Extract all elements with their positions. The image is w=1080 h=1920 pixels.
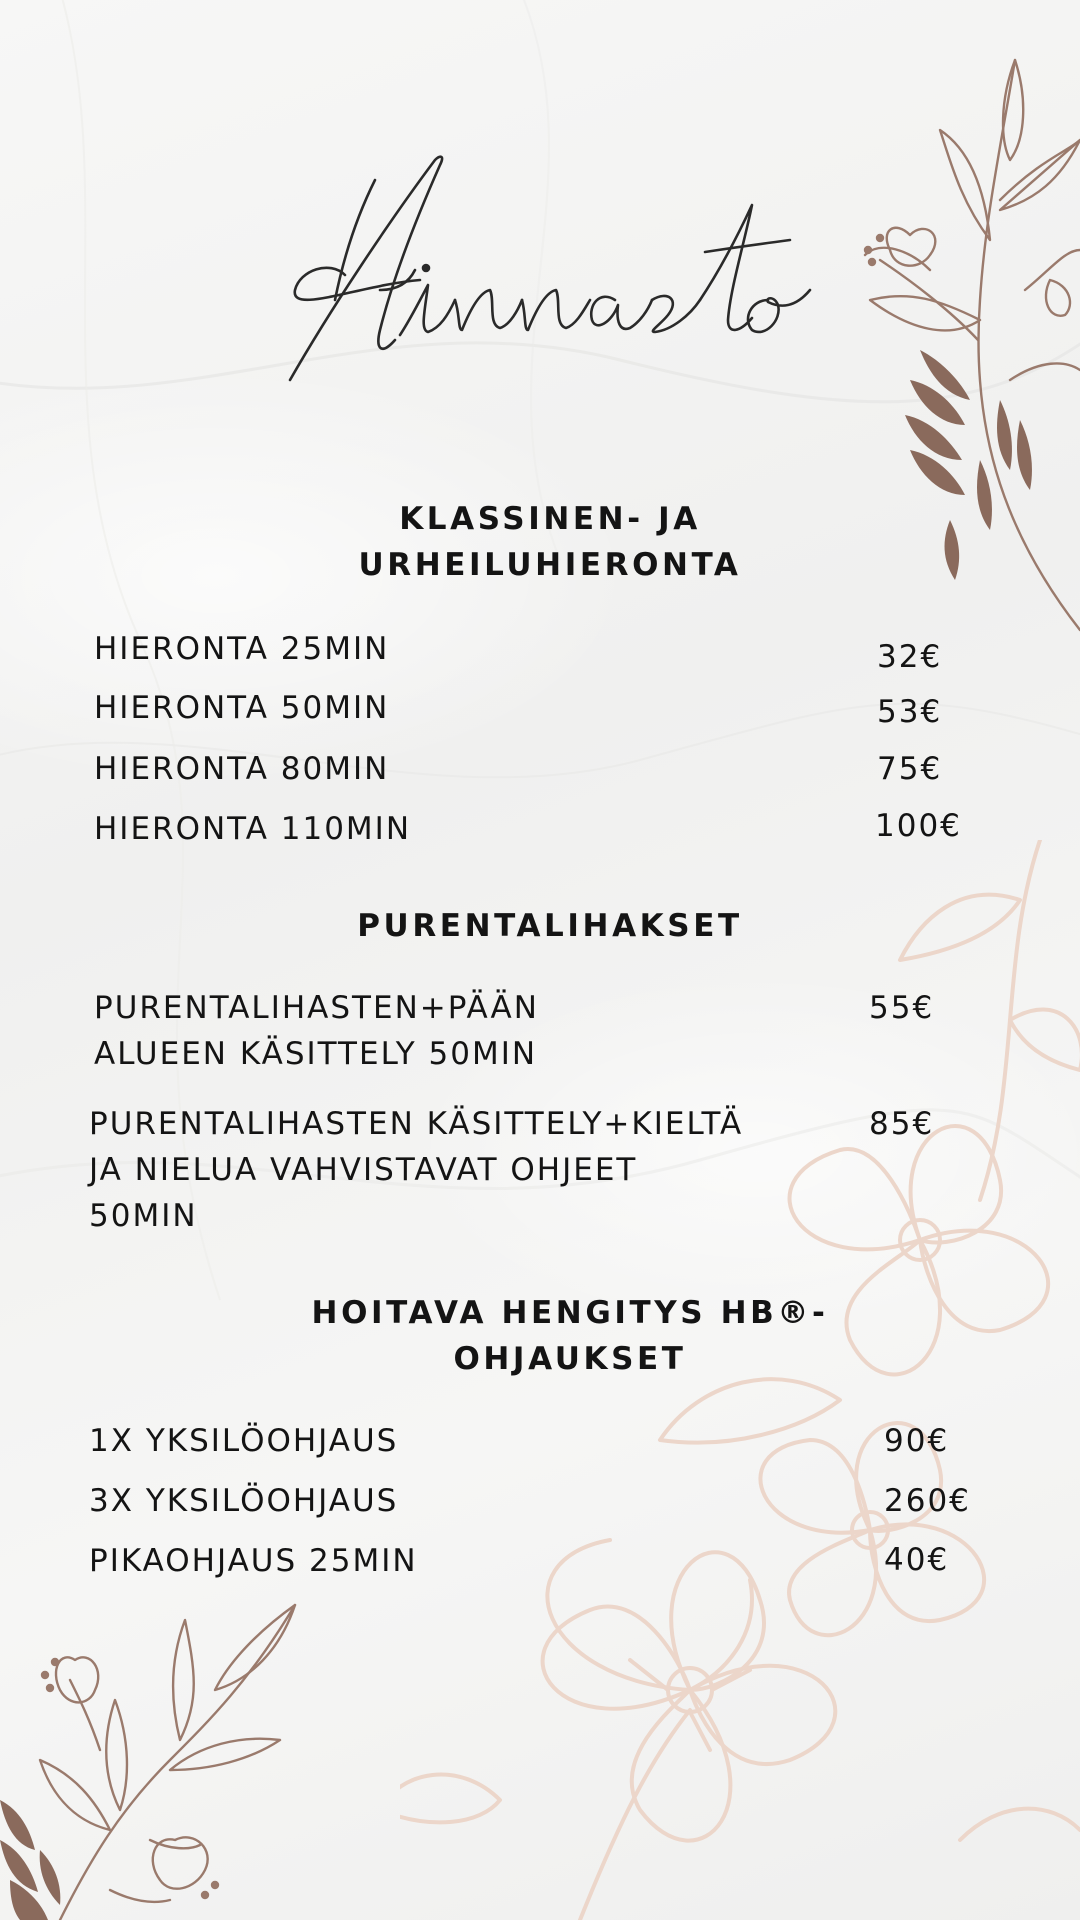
price-item-label [89, 1101, 849, 1239]
price-item-label-line: PURENTALIHASTEN+PÄÄN [94, 990, 539, 1026]
section-title-breathing [270, 1290, 870, 1382]
price-item-label: 3X YKSILÖOHJAUS [89, 1483, 399, 1519]
page-title [0, 140, 1080, 400]
price-item-value: 75€ [877, 751, 943, 787]
floral-branch-bottom-left-icon [0, 1600, 310, 1920]
price-item-label [94, 985, 814, 1077]
price-item-value: 55€ [869, 990, 935, 1026]
price-item-value: 90€ [884, 1423, 950, 1459]
price-item-label-line: JA NIELUA VAHVISTAVAT OHJEET [89, 1152, 638, 1188]
price-item-value: 85€ [869, 1106, 935, 1142]
price-item-label: HIERONTA 50MIN [94, 690, 390, 726]
price-item-label-line: 50MIN [89, 1198, 198, 1234]
section-title-line: HOITAVA HENGITYS HB®- [311, 1295, 829, 1331]
price-item-value: 40€ [884, 1542, 950, 1578]
price-item-value: 260€ [884, 1483, 971, 1519]
section-title-massage [290, 496, 810, 588]
section-title-line: KLASSINEN- JA [399, 501, 701, 537]
price-item-value: 32€ [877, 639, 943, 675]
price-item-label: PIKAOHJAUS 25MIN [89, 1543, 418, 1579]
section-title-line: PURENTALIHAKSET [357, 908, 743, 944]
price-item-label: HIERONTA 25MIN [94, 631, 390, 667]
price-item-label: HIERONTA 80MIN [94, 751, 390, 787]
section-title-line: OHJAUKSET [453, 1341, 687, 1377]
section-title-line: URHEILUHIERONTA [358, 547, 742, 583]
price-item-value: 53€ [877, 694, 943, 730]
section-title-jaw-muscles [290, 903, 810, 949]
price-item-label-line: PURENTALIHASTEN KÄSITTELY+KIELTÄ [89, 1106, 744, 1142]
price-item-label-line: ALUEEN KÄSITTELY 50MIN [94, 1036, 538, 1072]
script-title-lettering-icon [0, 140, 1080, 400]
price-item-label: HIERONTA 110MIN [94, 811, 412, 847]
price-item-label: 1X YKSILÖOHJAUS [89, 1423, 399, 1459]
price-item-value: 100€ [875, 808, 962, 844]
